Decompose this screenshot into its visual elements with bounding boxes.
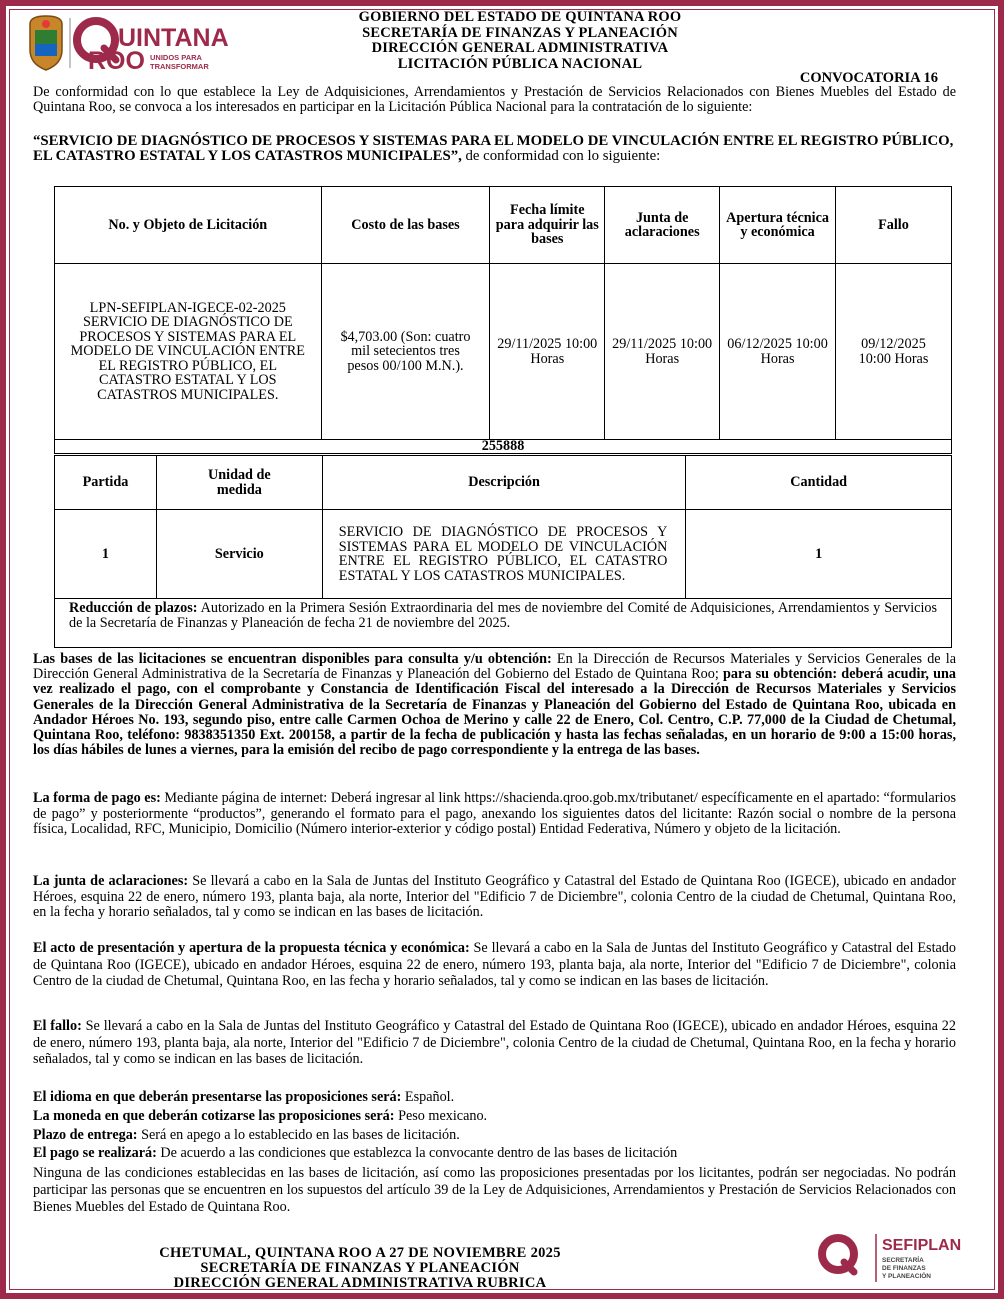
licitacion-title (33, 134, 963, 164)
partidas-table (54, 455, 952, 648)
plazo-label: Plazo de entrega: (33, 1127, 138, 1143)
col-apertura: Apertura técnica y económica (720, 187, 836, 264)
svg-text:DE FINANZAS: DE FINANZAS (882, 1265, 926, 1272)
title-rest: de conformidad con lo siguiente: (461, 148, 661, 164)
col-unidad: Unidad de medida (156, 456, 322, 510)
convocatoria-number: CONVOCATORIA 16 (799, 70, 938, 86)
sefiplan-wordmark: SEFIPLAN (882, 1237, 962, 1254)
title-bold: “SERVICIO DE DIAGNÓSTICO DE PROCESOS Y SISTEMAS PARA EL MODELO DE VINCULACIÓN ENTRE EL REGISTRO PÚBLICO, EL CATASTRO ESTATAL Y LOS CATASTROS MUNICIPALES”, (33, 133, 954, 164)
plazo-line (33, 1128, 956, 1143)
bases-text-2: deberá acudir, una vez realizado el pago, con el comprobante y Constancia de Identificación Fiscal del interesado a la Dirección de Recursos Materiales y Servicios Generales de la Dirección General Administrativa de la Secretaría de Finanzas y Planeación del Gobierno del Estado de Quintana Roo, ubicada en Andador Héroes No. 193, segundo piso, entre calle Carmen Ochoa de Merino y calle 22 de Enero, Col. Centro, C.P. 77,000 de la Ciudad de Chetumal, Quintana Roo, teléfono: 9838351350 Ext. 200158, a partir de la fecha de publicación y hasta las fechas señaladas, en un horario de 9:00 a 15:00 horas, los días hábiles de lunes a viernes, para la emisión del recibo de pago correspondiente y la entrega de las bases. (33, 666, 957, 759)
moneda-label: La moneda en que deberán cotizarse las proposiciones será: (33, 1108, 395, 1124)
idioma-label: El idioma en que deberán presentarse las proposiciones será: (33, 1089, 402, 1105)
intro-paragraph: De conformidad con lo que establece la Ley de Adquisiciones, Arrendamientos y Prestación de Servicios Relacionados con Bienes Muebles del Estado de Quintana Roo, se convoca a los interesados en participar en la Licitación Pública Nacional para la contratación de lo siguiente: (33, 84, 956, 115)
bases-text-1: En la Dirección de Recursos Materiales y Servicios Generales de la Dirección General Administrativa de la Secretaría de Finanzas y Planeación del Gobierno del Estado de Quintana Roo; (33, 651, 957, 683)
bases-paragraph (33, 652, 956, 758)
logo-wordmark-top: UINTANA (118, 24, 229, 52)
col-objeto: No. y Objeto de Licitación (55, 187, 322, 264)
cell-costo: $4,703.00 (Son: cuatro mil setecientos tres pesos 00/100 M.N.). (321, 264, 490, 440)
fallo-text: Se llevará a cabo en la Sala de Juntas del Instituto Geográfico y Catastral del Estado de Quintana Roo (IGECE), ubicado en andador Héroes, esquina 22 de enero, número 193, planta baja, ala norte, Interior del "Edificio 7 de Diciembre", colonia Centro de la ciudad de Chetumal, Quintana Roo, en la fecha y horario señalados, tal y como se indican en las bases de licitación. (33, 1018, 956, 1067)
col-fallo: Fallo (835, 187, 951, 264)
idioma-line (33, 1090, 956, 1105)
svg-text:Y PLANEACIÓN: Y PLANEACIÓN (882, 1273, 931, 1280)
footer-line-1: CHETUMAL, QUINTANA ROO A 27 DE NOVIEMBRE 2025 (159, 1245, 561, 1261)
col-descripcion: Descripción (322, 456, 686, 510)
acto-paragraph (33, 940, 956, 990)
junta-text: Se llevará a cabo en la Sala de Juntas del Instituto Geográfico y Catastral del Estado de Quintana Roo (IGECE), ubicado en andador Héroes, esquina 22 de enero, número 193, planta baja, ala norte, Interior del "Edificio 7 de Diciembre", colonia Centro de la ciudad de Chetumal, Quintana Roo, en la fecha y horario señalados, tal y como se indican en las bases de licitación. (33, 873, 957, 921)
bases-label: Las bases de las licitaciones se encuentran disponibles para consulta y/u obtención: (33, 651, 552, 667)
col-fecha-limite: Fecha límite para adquirir las bases (490, 187, 605, 264)
quintana-roo-logo (26, 14, 274, 72)
reduccion-text: Autorizado en la Primera Sesión Extraordinaria del mes de noviembre del Comité de Adquisiciones, Arrendamientos y Servicios de la Secretaría de Finanzas y Planeación de fecha 21 de noviembre del 2025. (69, 600, 938, 631)
bases-label-2: para su obtención: (718, 666, 838, 683)
cell-junta: 29/11/2025 10:00 Horas (605, 264, 720, 440)
pago-label: La forma de pago es: (33, 790, 161, 806)
header-line-2: SECRETARÍA DE FINANZAS Y PLANEACIÓN (362, 24, 678, 41)
junta-label: La junta de aclaraciones: (33, 873, 189, 889)
licitacion-table (54, 186, 952, 454)
idioma-text: Español. (401, 1089, 455, 1105)
col-partida: Partida (55, 456, 157, 510)
signature-block (80, 1246, 640, 1290)
footer-line-3: DIRECCIÓN GENERAL ADMINISTRATIVA RUBRICA (173, 1274, 547, 1291)
sefiplan-logo (814, 1228, 986, 1288)
cell-unidad: Servicio (156, 510, 322, 599)
cell-partida: 1 (55, 510, 157, 599)
junta-paragraph (33, 874, 956, 921)
col-cantidad: Cantidad (686, 456, 952, 510)
pago-realizara-label: El pago se realizará: (33, 1145, 157, 1161)
cell-apertura: 06/12/2025 10:00 Horas (720, 264, 836, 440)
fallo-paragraph (33, 1018, 956, 1068)
reduccion-label: Reducción de plazos: (69, 600, 198, 616)
pago-realizara-line (33, 1146, 956, 1161)
pago-paragraph (33, 791, 956, 838)
moneda-text: Peso mexicano. (394, 1108, 488, 1124)
cell-fallo: 09/12/2025 10:00 Horas (835, 264, 951, 440)
table-row (55, 440, 952, 454)
document-header (300, 10, 740, 72)
partidas-table-header (55, 456, 952, 510)
col-junta: Junta de aclaraciones (605, 187, 720, 264)
pago-realizara-text: De acuerdo a las condiciones que establezca la convocante dentro de las bases de licitación (156, 1145, 678, 1161)
table-row (55, 510, 952, 599)
cell-descripcion: SERVICIO DE DIAGNÓSTICO DE PROCESOS Y SISTEMAS PARA EL MODELO DE VINCULACIÓN ENTRE EL REGISTRO PÚBLICO, EL CATASTRO ESTATAL Y LOS CATASTROS MUNICIPALES. (322, 510, 686, 599)
logo-wordmark-bottom: ROO (88, 47, 145, 72)
footer-line-2: SECRETARÍA DE FINANZAS Y PLANEACIÓN (200, 1259, 520, 1276)
licitacion-table-header (55, 187, 952, 264)
header-line-1: GOBIERNO DEL ESTADO DE QUINTANA ROO (358, 9, 682, 25)
reduccion-plazos (55, 599, 952, 648)
acto-label: El acto de presentación y apertura de la propuesta técnica y económica: (33, 940, 470, 956)
logo-tagline: UNIDOS PARA (150, 53, 202, 62)
fallo-label: El fallo: (33, 1018, 82, 1034)
logo-tagline-2: TRANSFORMAR (150, 62, 209, 71)
col-costo: Costo de las bases (321, 187, 490, 264)
cell-fecha-limite: 29/11/2025 10:00 Horas (490, 264, 605, 440)
ninguna-paragraph: Ninguna de las condiciones establecidas en las bases de licitación, así como las proposiciones presentadas por los licitantes, podrán ser negociadas. No podrán participar las personas que se encuentren en los supuestos del artículo 39 de la Ley de Adquisiciones, Arrendamientos y Prestación de Servicios Relacionados con Bienes Muebles del Estado de Quintana Roo. (33, 1165, 956, 1215)
cell-objeto: LPN-SEFIPLAN-IGECE-02-2025 SERVICIO DE DIAGNÓSTICO DE PROCESOS Y SISTEMAS PARA EL MODELO DE VINCULACIÓN ENTRE EL REGISTRO PÚBLICO, EL CATASTRO ESTATAL Y LOS CATASTROS MUNICIPALES. (55, 264, 322, 440)
plazo-text: Será en apego a lo establecido en las bases de licitación. (137, 1127, 460, 1143)
svg-text:SECRETARÍA: SECRETARÍA (882, 1257, 924, 1264)
cell-cantidad: 1 (686, 510, 952, 599)
state-coat-of-arms-icon (30, 16, 62, 70)
acto-text: Se llevará a cabo en la Sala de Juntas del Instituto Geográfico y Catastral del Estado de Quintana Roo (IGECE), ubicado en andador Héroes, esquina 22 de enero, número 193, planta baja, ala norte, Interior del "Edificio 7 de Diciembre", colonia Centro de la ciudad de Chetumal, Quintana Roo, en las fecha y horario señalados, tal y como se indican en las bases de licitación. (33, 940, 956, 989)
header-line-3: DIRECCIÓN GENERAL ADMINISTRATIVA (371, 40, 669, 56)
pago-text: Mediante página de internet: Deberá ingresar al link https://shacienda.qroo.gob.mx/tributanet/ específicamente en el apartado: “formularios de pago” y posteriormente “productos”, generando el formato para el pago, anexando los siguientes datos del licitante: Razón social o nombre de la persona física, Localidad, RFC, Municipio, Domicilio (Número interior-exterior y código postal) Entidad Federativa, Número y objeto de la licitación. (33, 790, 956, 838)
licitacion-number: 255888 (55, 440, 952, 454)
table-row (55, 599, 952, 648)
moneda-line (33, 1109, 956, 1124)
table-row (55, 264, 952, 440)
header-line-4: LICITACIÓN PÚBLICA NACIONAL (397, 55, 643, 72)
